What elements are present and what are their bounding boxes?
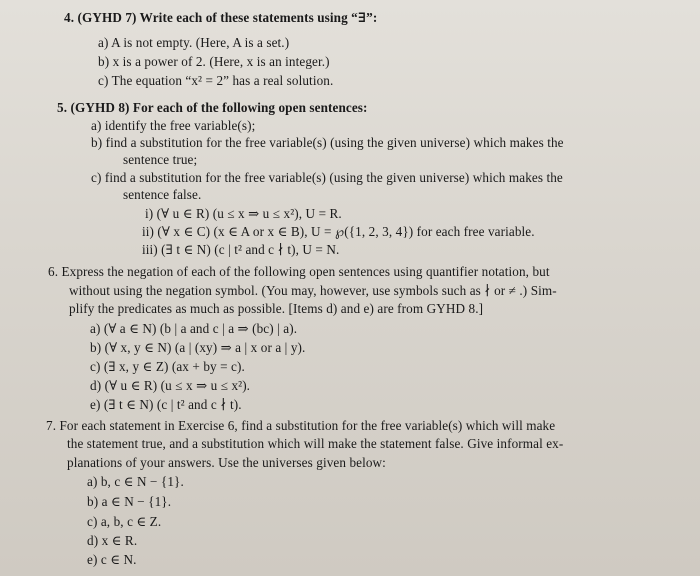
exercise-7-item-e: e) c ∈ N. xyxy=(87,552,137,567)
exercise-7-item-a: a) b, c ∈ N − {1}. xyxy=(87,474,184,489)
exercise-5-item-b-line1: b) find a substitution for the free variable(s) (using the given universe) which makes the xyxy=(91,135,564,150)
exercise-5-item-a: a) identify the free variable(s); xyxy=(91,118,256,133)
exercise-7-line1: 7. For each statement in Exercise 6, find a substitution for the free variable(s) which will make xyxy=(46,418,556,433)
exercise-6-item-c: c) (∃ x, y ∈ Z) (ax + by = c). xyxy=(90,359,245,374)
exercise-6-item-b: b) (∀ x, y ∈ N) (a | (xy) ⇒ a | x or a | y). xyxy=(90,340,306,355)
exercise-5-item-c-line2: sentence false. xyxy=(123,187,202,202)
exercise-7-line3: planations of your answers. Use the universes given below: xyxy=(67,455,386,470)
exercise-6-line2: without using the negation symbol. (You may, however, use symbols such as ∤ or ≠ .) Sim- xyxy=(69,283,557,298)
exercise-7-item-d: d) x ∈ R. xyxy=(87,533,138,548)
exercise-7-line2: the statement true, and a substitution which will make the statement false. Give informal ex- xyxy=(67,436,564,451)
exercise-6-item-e: e) (∃ t ∈ N) (c | t² and c ∤ t). xyxy=(90,397,242,412)
exercise-4-item-b: b) x is a power of 2. (Here, x is an integer.) xyxy=(98,54,330,69)
exercise-5-item-b-line2: sentence true; xyxy=(123,152,198,167)
exercise-6-item-d: d) (∀ u ∈ R) (u ≤ x ⇒ u ≤ x²). xyxy=(90,378,251,393)
exercise-5-sentence-i: i) (∀ u ∈ R) (u ≤ x ⇒ u ≤ x²), U = R. xyxy=(145,206,342,221)
exercise-6-line1: 6. Express the negation of each of the following open sentences using quantifier notation, but xyxy=(48,264,550,279)
exercise-4-item-c: c) The equation “x² = 2” has a real solution. xyxy=(98,73,334,88)
exercise-4-item-a: a) A is not empty. (Here, A is a set.) xyxy=(98,35,290,50)
exercise-5-sentence-ii: ii) (∀ x ∈ C) (x ∈ A or x ∈ B), U = ℘({1, 2, 3, 4}) for each free variable. xyxy=(142,224,535,239)
exercise-7-item-c: c) a, b, c ∈ Z. xyxy=(87,514,162,529)
exercise-4-heading: 4. (GYHD 7) Write each of these statements using “∃”: xyxy=(64,10,378,25)
exercise-5-heading: 5. (GYHD 8) For each of the following open sentences: xyxy=(57,100,368,115)
exercise-5-item-c-line1: c) find a substitution for the free variable(s) (using the given universe) which makes the xyxy=(91,170,563,185)
exercise-6-item-a: a) (∀ a ∈ N) (b | a and c | a ⇒ (bc) | a). xyxy=(90,321,298,336)
exercise-6-line3: plify the predicates as much as possible. [Items d) and e) are from GYHD 8.] xyxy=(69,301,484,316)
exercise-5-sentence-iii: iii) (∃ t ∈ N) (c | t² and c ∤ t), U = N. xyxy=(142,242,340,257)
exercise-7-item-b: b) a ∈ N − {1}. xyxy=(87,494,172,509)
